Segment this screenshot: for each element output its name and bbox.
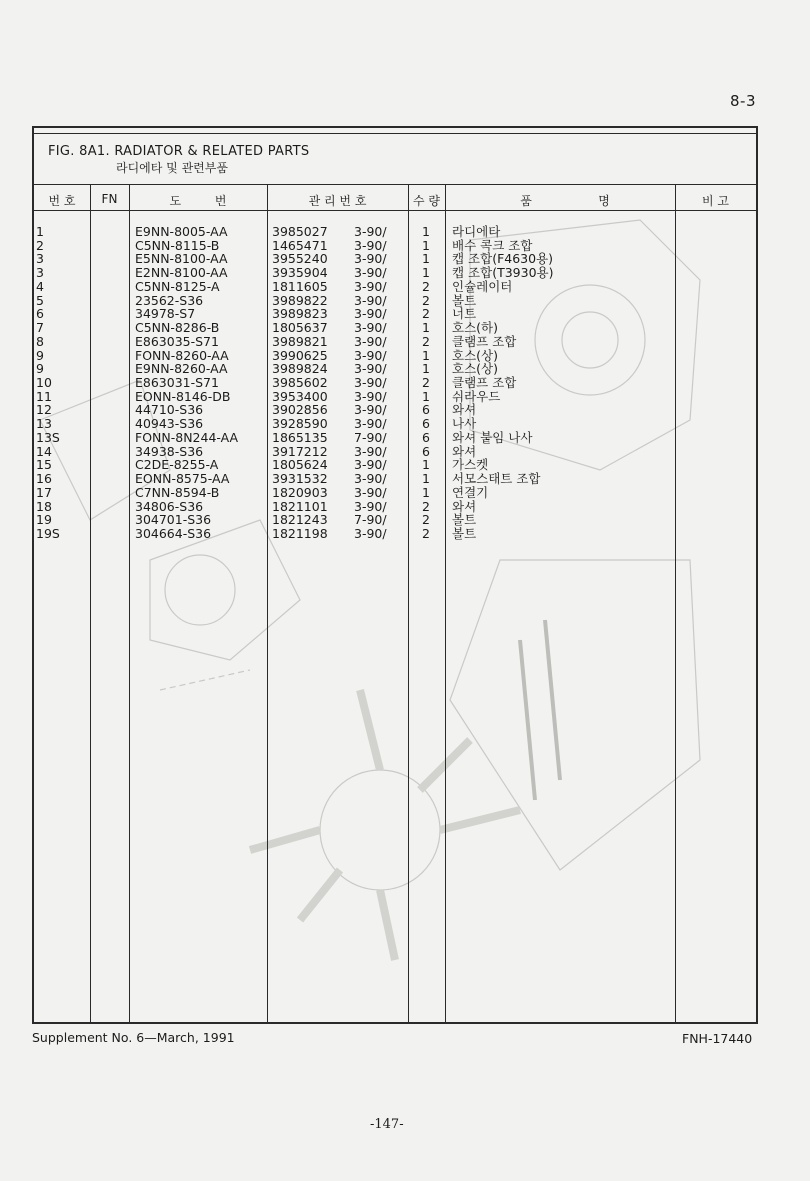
row-mgmt-no: 3990625 [272,347,328,363]
row-drawing-no: C5NN-8286-B [135,320,220,336]
row-date: 3-90/ [354,292,387,308]
row-part-name: 볼트 [452,292,477,308]
row-date: 7-90/ [354,512,387,528]
row-date: 3-90/ [354,237,387,253]
row-drawing-no: E863031-S71 [135,375,219,391]
table-row [34,376,756,390]
row-mgmt-no: 3953400 [272,388,328,404]
header-qty: 수 량 [413,194,440,208]
row-no: 14 [36,443,52,459]
row-part-name: 인슐레이터 [452,278,513,294]
row-part-name: 캡 조합(T3930용) [452,265,554,281]
row-part-name: 캡 조합(F4630용) [452,251,554,267]
header-name-b: 명 [598,194,610,208]
header-top-rule [34,184,756,185]
row-mgmt-no: 1805624 [272,457,328,473]
table-row [34,280,756,294]
header-fn: FN [101,192,118,206]
frame-top-band [34,128,756,134]
row-qty: 6 [422,416,430,432]
row-no: 6 [36,306,44,322]
supplement-note: Supplement No. 6—March, 1991 [32,1030,235,1045]
row-no: 16 [36,471,52,487]
figure-title-en: FIG. 8A1. RADIATOR & RELATED PARTS [48,144,310,159]
row-qty: 1 [422,361,430,377]
row-mgmt-no: 3989822 [272,292,328,308]
row-date: 3-90/ [354,320,387,336]
row-no: 18 [36,498,52,514]
footer-page-number: -147- [370,1117,404,1132]
row-drawing-no: E5NN-8100-AA [135,251,228,267]
header-bottom-rule [34,210,756,211]
row-drawing-no: 40943-S36 [135,416,204,432]
row-qty: 1 [422,251,430,267]
row-date: 3-90/ [354,278,387,294]
row-qty: 1 [422,320,430,336]
row-drawing-no: 34978-S7 [135,306,196,322]
row-mgmt-no: 3955240 [272,251,328,267]
row-qty: 2 [422,498,430,514]
row-mgmt-no: 1821101 [272,498,328,514]
row-part-name: 와셔 [452,402,477,418]
row-no: 2 [36,237,44,253]
row-part-name: 호스(상) [452,361,498,377]
row-mgmt-no: 3985602 [272,375,328,391]
row-qty: 2 [422,512,430,528]
row-no: 8 [36,333,44,349]
row-drawing-no: C7NN-8594-B [135,484,220,500]
row-date: 3-90/ [354,333,387,349]
row-drawing-no: 23562-S36 [135,292,204,308]
row-part-name: 연결기 [452,484,489,500]
parts-list-frame [32,126,758,1024]
row-date: 3-90/ [354,526,387,542]
row-no: 4 [36,278,44,294]
row-part-name: 쉬라우드 [452,388,501,404]
row-part-name: 호스(하) [452,320,498,336]
row-no: 1 [36,224,44,239]
row-no: 9 [36,361,44,377]
row-no: 3 [36,265,44,281]
row-drawing-no: C5NN-8125-A [135,278,220,294]
row-drawing-no: FONN-8260-AA [135,347,229,363]
row-part-name: 와셔 [452,443,477,459]
row-part-name: 라디에타 [452,224,501,239]
row-part-name: 너트 [452,306,477,322]
row-qty: 2 [422,375,430,391]
row-mgmt-no: 1820903 [272,484,328,500]
row-drawing-no: E863035-S71 [135,333,219,349]
table-row [34,486,756,500]
row-qty: 1 [422,388,430,404]
row-drawing-no: E9NN-8005-AA [135,224,228,239]
row-drawing-no: 304701-S36 [135,512,212,528]
row-qty: 2 [422,333,430,349]
row-qty: 1 [422,457,430,473]
row-date: 3-90/ [354,484,387,500]
document-id: FNH-17440 [682,1031,753,1046]
row-date: 7-90/ [354,429,387,445]
row-part-name: 서모스태트 조합 [452,471,541,487]
table-row [34,527,756,541]
row-no: 19 [36,512,52,528]
header-drawing: 도 번 [169,194,227,208]
row-part-name: 클램프 조합 [452,375,517,391]
row-no: 7 [36,320,44,336]
row-date: 3-90/ [354,443,387,459]
row-qty: 1 [422,484,430,500]
row-no: 12 [36,402,52,418]
table-row [34,321,756,335]
row-drawing-no: E9NN-8260-AA [135,361,228,377]
row-date: 3-90/ [354,416,387,432]
row-date: 3-90/ [354,306,387,322]
row-part-name: 와셔 [452,498,477,514]
row-drawing-no: C2DE-8255-A [135,457,219,473]
row-qty: 1 [422,471,430,487]
row-part-name: 나사 [452,416,477,432]
row-qty: 2 [422,278,430,294]
row-qty: 6 [422,402,430,418]
row-no: 10 [36,375,52,391]
row-qty: 6 [422,443,430,459]
table-row [34,335,756,349]
row-date: 3-90/ [354,457,387,473]
row-part-name: 볼트 [452,526,477,542]
row-qty: 2 [422,292,430,308]
row-no: 13 [36,416,52,432]
header-remarks: 비 고 [702,194,729,208]
row-part-name: 호스(상) [452,347,498,363]
row-drawing-no: 44710-S36 [135,402,204,418]
header-no: 번 호 [48,194,76,208]
row-no: 3 [36,251,44,267]
row-mgmt-no: 3989821 [272,333,328,349]
page-number: 8-3 [730,92,756,110]
row-part-name: 와셔 붙임 나사 [452,429,533,445]
row-date: 3-90/ [354,498,387,514]
row-date: 3-90/ [354,471,387,487]
row-part-name: 가스켓 [452,457,489,473]
row-part-name: 배수 콕크 조합 [452,237,533,253]
row-no: 11 [36,388,52,404]
row-no: 13S [36,429,60,445]
row-mgmt-no: 3989823 [272,306,328,322]
row-no: 5 [36,292,44,308]
row-qty: 1 [422,265,430,281]
row-mgmt-no: 1821198 [272,526,328,542]
row-date: 3-90/ [354,265,387,281]
row-drawing-no: 34806-S36 [135,498,204,514]
row-no: 17 [36,484,52,500]
row-mgmt-no: 3985027 [272,224,328,239]
row-date: 3-90/ [354,224,387,239]
row-date: 3-90/ [354,375,387,391]
row-qty: 2 [422,306,430,322]
row-drawing-no: 304664-S36 [135,526,212,542]
row-no: 15 [36,457,52,473]
row-qty: 2 [422,526,430,542]
row-qty: 1 [422,237,430,253]
row-no: 19S [36,526,60,542]
row-mgmt-no: 1465471 [272,237,328,253]
row-qty: 1 [422,224,430,239]
row-no: 9 [36,347,44,363]
row-part-name: 볼트 [452,512,477,528]
row-date: 3-90/ [354,388,387,404]
row-mgmt-no: 1821243 [272,512,328,528]
header-mgmt: 관 리 번 호 [308,194,367,208]
header-name-a: 품 [520,194,532,208]
row-drawing-no: 34938-S36 [135,443,204,459]
row-drawing-no: EONN-8575-AA [135,471,230,487]
table-row [34,225,756,239]
row-qty: 1 [422,347,430,363]
row-mgmt-no: 3989824 [272,361,328,377]
row-drawing-no: FONN-8N244-AA [135,429,239,445]
row-drawing-no: C5NN-8115-B [135,237,220,253]
row-date: 3-90/ [354,347,387,363]
table-row [34,431,756,445]
row-part-name: 클램프 조합 [452,333,517,349]
row-mgmt-no: 3902856 [272,402,328,418]
row-mgmt-no: 3928590 [272,416,328,432]
row-mgmt-no: 1811605 [272,278,328,294]
figure-title-ko: 라디에타 및 관련부품 [116,161,228,175]
row-date: 3-90/ [354,402,387,418]
row-mgmt-no: 1805637 [272,320,328,336]
row-qty: 6 [422,429,430,445]
row-drawing-no: EONN-8146-DB [135,388,231,404]
row-mgmt-no: 3935904 [272,265,328,281]
row-date: 3-90/ [354,251,387,267]
row-date: 3-90/ [354,361,387,377]
row-mgmt-no: 3931532 [272,471,328,487]
row-drawing-no: E2NN-8100-AA [135,265,228,281]
row-mgmt-no: 1865135 [272,429,328,445]
row-mgmt-no: 3917212 [272,443,328,459]
